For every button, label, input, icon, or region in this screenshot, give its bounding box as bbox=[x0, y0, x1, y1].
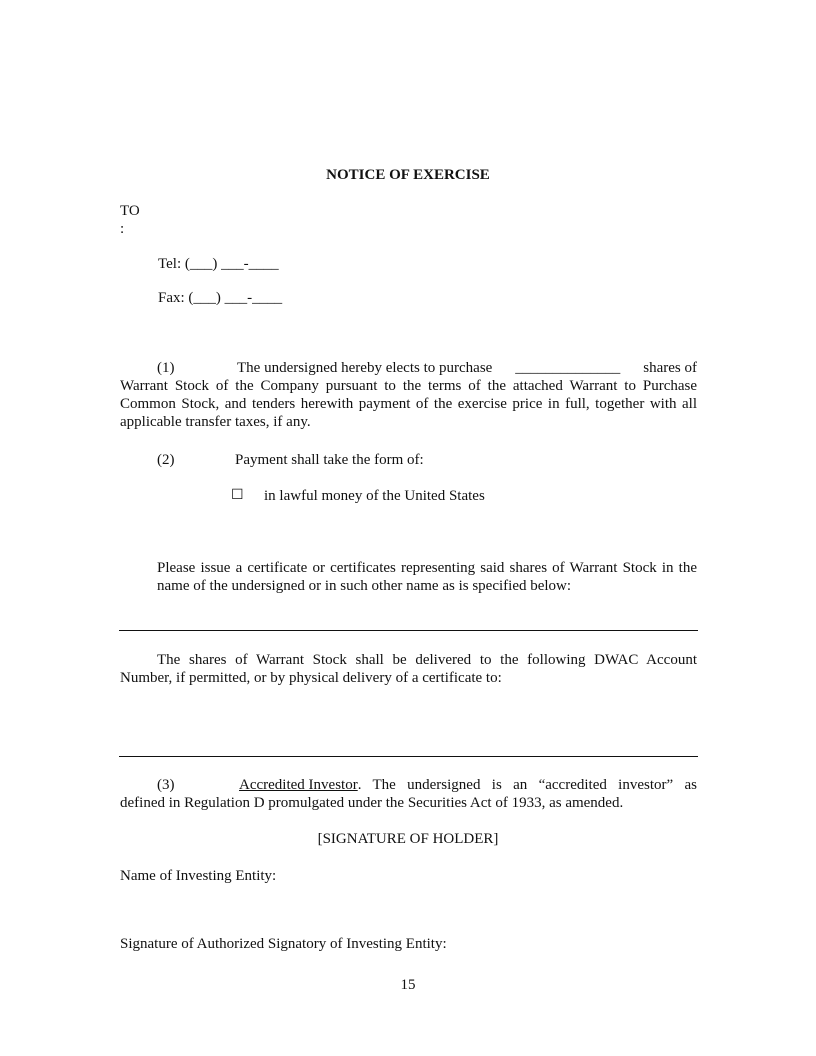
item1-text-before-blank: The undersigned hereby elects to purchase bbox=[237, 360, 493, 376]
item3-first-line bbox=[239, 776, 697, 794]
item3-number: (3) bbox=[157, 777, 175, 793]
fax-line: Fax: (___) ___-____ bbox=[158, 290, 283, 306]
issue-certificate-paragraph: Please issue a certificate or certificates representing said shares of Warrant Stock in the name of the undersigned or in such other name as is specified below: bbox=[157, 560, 697, 594]
item3-text-first: . The undersigned is an “accredited investor” as bbox=[357, 777, 697, 793]
to-label: TO bbox=[120, 203, 140, 219]
payment-checkbox[interactable]: ☐ bbox=[231, 487, 244, 503]
name-signature-line bbox=[119, 630, 698, 631]
page-number: 15 bbox=[400, 977, 416, 993]
item1-continuation: Warrant Stock of the Company pursuant to the terms of the attached Warrant to Purchase Common Stock, and tenders herewith payment of the exercise price in full, together with all applicable transfer taxes, if any. bbox=[120, 378, 697, 430]
item1-first-line bbox=[237, 359, 697, 377]
delivery-address-line bbox=[119, 756, 698, 757]
tel-line: Tel: (___) ___-____ bbox=[158, 256, 279, 272]
item1-number: (1) bbox=[157, 360, 175, 376]
signature-of-holder: [SIGNATURE OF HOLDER] bbox=[317, 831, 499, 847]
accredited-investor-heading: Accredited Investor bbox=[239, 777, 358, 793]
item1-text-after-blank: shares of bbox=[643, 360, 697, 376]
name-of-investing-entity-label: Name of Investing Entity: bbox=[120, 868, 277, 884]
payment-option-label: in lawful money of the United States bbox=[264, 488, 485, 504]
item1-shares-blank: ______________ bbox=[515, 360, 621, 376]
to-colon: : bbox=[120, 221, 125, 237]
delivery-paragraph-first-line: The shares of Warrant Stock shall be delivered to the following DWAC Account bbox=[157, 652, 697, 668]
item3-continuation: defined in Regulation D promulgated under the Securities Act of 1933, as amended. bbox=[120, 795, 624, 811]
delivery-paragraph-continuation: Number, if permitted, or by physical delivery of a certificate to: bbox=[120, 670, 502, 686]
item2-text: Payment shall take the form of: bbox=[235, 452, 424, 468]
item2-number: (2) bbox=[157, 452, 175, 468]
authorized-signatory-label: Signature of Authorized Signatory of Investing Entity: bbox=[120, 936, 447, 952]
page-title: NOTICE OF EXERCISE bbox=[326, 167, 490, 183]
